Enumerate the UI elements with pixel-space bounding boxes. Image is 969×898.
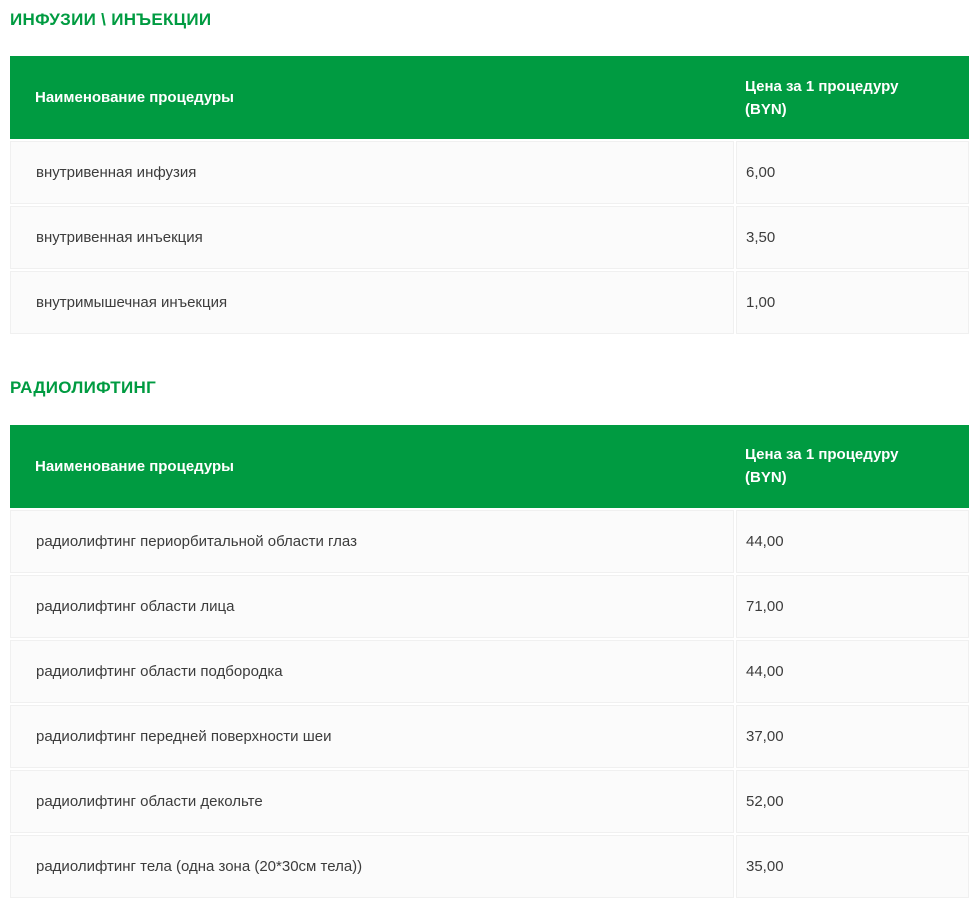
price-cell: 71,00 <box>736 575 969 638</box>
price-cell: 44,00 <box>736 640 969 703</box>
price-cell: 44,00 <box>736 510 969 573</box>
table-row <box>10 705 969 768</box>
section-radiolifting <box>10 378 969 897</box>
table-header-row <box>10 425 969 508</box>
procedure-name-cell: радиолифтинг области подбородка <box>10 640 734 703</box>
table-row <box>10 206 969 269</box>
procedure-name-cell: радиолифтинг области декольте <box>10 770 734 833</box>
table-body <box>10 510 969 898</box>
price-cell: 37,00 <box>736 705 969 768</box>
price-cell: 35,00 <box>736 835 969 898</box>
section-title: РАДИОЛИФТИНГ <box>10 378 157 398</box>
table-row <box>10 141 969 204</box>
table-row <box>10 835 969 898</box>
procedure-name-cell: внутримышечная инъекция <box>10 271 734 334</box>
price-header-line1: Цена за 1 процедуру <box>745 77 899 95</box>
table-body <box>10 141 969 334</box>
column-header-price <box>736 75 969 122</box>
table-row <box>10 575 969 638</box>
section-infusions-injections <box>10 10 969 334</box>
table-row <box>10 770 969 833</box>
procedure-name-cell: радиолифтинг области лица <box>10 575 734 638</box>
column-header-price <box>736 443 969 490</box>
column-header-procedure-name: Наименование процедуры <box>35 89 234 107</box>
price-cell: 6,00 <box>736 141 969 204</box>
price-cell: 52,00 <box>736 770 969 833</box>
procedure-name-cell: радиолифтинг тела (одна зона (20*30см тела)) <box>10 835 734 898</box>
table-row <box>10 510 969 573</box>
table-header-row <box>10 56 969 139</box>
procedure-name-cell: радиолифтинг периорбитальной области глаз <box>10 510 734 573</box>
price-header-line1: Цена за 1 процедуру <box>745 446 899 464</box>
section-title: ИНФУЗИИ \ ИНЪЕКЦИИ <box>10 10 212 29</box>
price-table <box>10 56 969 334</box>
price-header-line2: (BYN) <box>745 469 787 487</box>
procedure-name-cell: внутривенная инфузия <box>10 141 734 204</box>
price-cell: 1,00 <box>736 271 969 334</box>
price-header-line2: (BYN) <box>745 100 787 118</box>
table-row <box>10 640 969 703</box>
price-cell: 3,50 <box>736 206 969 269</box>
procedure-name-cell: радиолифтинг передней поверхности шеи <box>10 705 734 768</box>
column-header-procedure-name: Наименование процедуры <box>35 457 234 475</box>
table-row <box>10 271 969 334</box>
price-table <box>10 425 969 898</box>
procedure-name-cell: внутривенная инъекция <box>10 206 734 269</box>
